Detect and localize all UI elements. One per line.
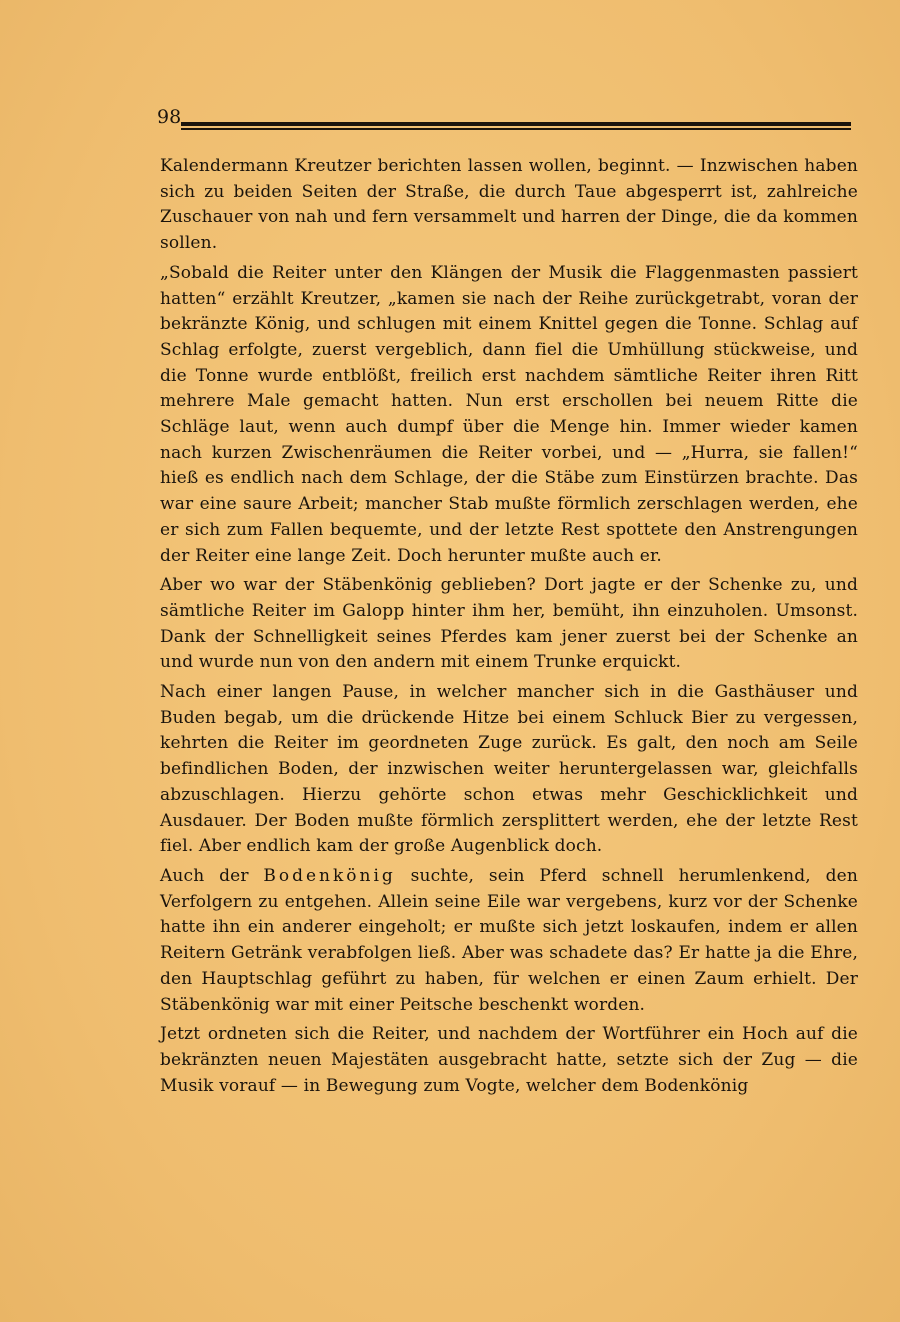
paragraph-4: Nach einer langen Pause, in welcher mancher sich in die Gasthäuser und Buden begab, um die drückende Hitze bei einem Schluck Bier zu vergessen, kehrten die Reiter im geordneten Zuge zurück. Es galt, den noch am Seile befindlichen Boden, der inzwischen weiter heruntergelassen war, gleichfalls abzuschlagen. Hierzu gehörte schon etwas mehr Geschicklichkeit und Ausdauer. Der Boden mußte förmlich zersplittert werden, ehe der letzte Rest fiel. Aber endlich kam der große Augenblick doch. — [160, 682, 858, 857]
page-body — [160, 154, 858, 1103]
paragraph-5-rest: suchte, sein Pferd schnell herumlenkend, den Verfolgern zu entgehen. Allein seine Eile war vergebens, kurz vor der Schenke hatte ihn ein anderer eingeholt; er mußte sich jetzt loskaufen, indem er allen Reitern Getränk verabfolgen ließ. Aber was schadete das? Er hatte ja die Ehre, den Hauptschlag geführt zu haben, für welchen er einen Zaum erhielt. Der Stäbenkönig war mit einer Peitsche beschenkt worden. — [160, 865, 858, 1015]
paragraph-2: „Sobald die Reiter unter den Klängen der Musik die Flaggenmasten passiert hatten“ erzählt Kreutzer, „kamen sie nach der Reihe zurückgetrabt, voran der bekränzte König, und schlugen mit einem Knittel gegen die Tonne. Schlag auf Schlag erfolgte, zuerst vergeblich, dann fiel die Umhüllung stückweise, und die Tonne wurde entblößt, freilich erst nachdem sämtliche Reiter ihren Ritt mehrere Male gemacht hatten. Nun erst erschollen bei neuem Ritte die Schläge laut, wenn auch dumpf über die Menge hin. Immer wieder kamen nach kurzen Zwischenräumen die Reiter vorbei, und — „Hurra, sie fallen!“ hieß es endlich nach dem Schlage, der die Stäbe zum Einstürzen brachte. Das war eine saure Arbeit; mancher Stab mußte förmlich zerschlagen werden, ehe er sich zum Fallen bequemte, und der letzte Rest spottete den Anstrengungen der Reiter eine lange Zeit. Doch herunter mußte auch er. — [160, 262, 858, 566]
spaced-emphasis: Bodenkönig — [263, 865, 396, 886]
paragraph-6: Jetzt ordneten sich die Reiter, und nachdem der Wortführer ein Hoch auf die bekränzten neuen Majestäten ausgebracht hatte, setzte sich der Zug — die Musik vorauf — in Bewegung zum Vogte, welcher dem Bodenkönig — [160, 1024, 858, 1096]
page-number: 98 — [157, 106, 182, 128]
paragraph-5 — [160, 864, 858, 1018]
page-header — [157, 106, 851, 130]
header-rule-thick — [181, 122, 851, 126]
paragraph-1: Kalendermann Kreutzer berichten lassen wollen, beginnt. — Inzwischen haben sich zu beiden Seiten der Straße, die durch Taue abgesperrt ist, zahlreiche Zuschauer von nah und fern versammelt und harren der Dinge, die da kommen sollen. — [160, 156, 858, 254]
paragraph-5-lead: Auch der — [160, 865, 264, 886]
header-rule-thin — [181, 128, 851, 130]
paragraph-3: Aber wo war der Stäbenkönig geblieben? Dort jagte er der Schenke zu, und sämtliche Reiter im Galopp hinter ihm her, bemüht, ihn einzuholen. Umsonst. Dank der Schnelligkeit seines Pferdes kam jener zuerst bei der Schenke an und wurde nun von den andern mit einem Trunke erquickt. — [160, 575, 858, 673]
